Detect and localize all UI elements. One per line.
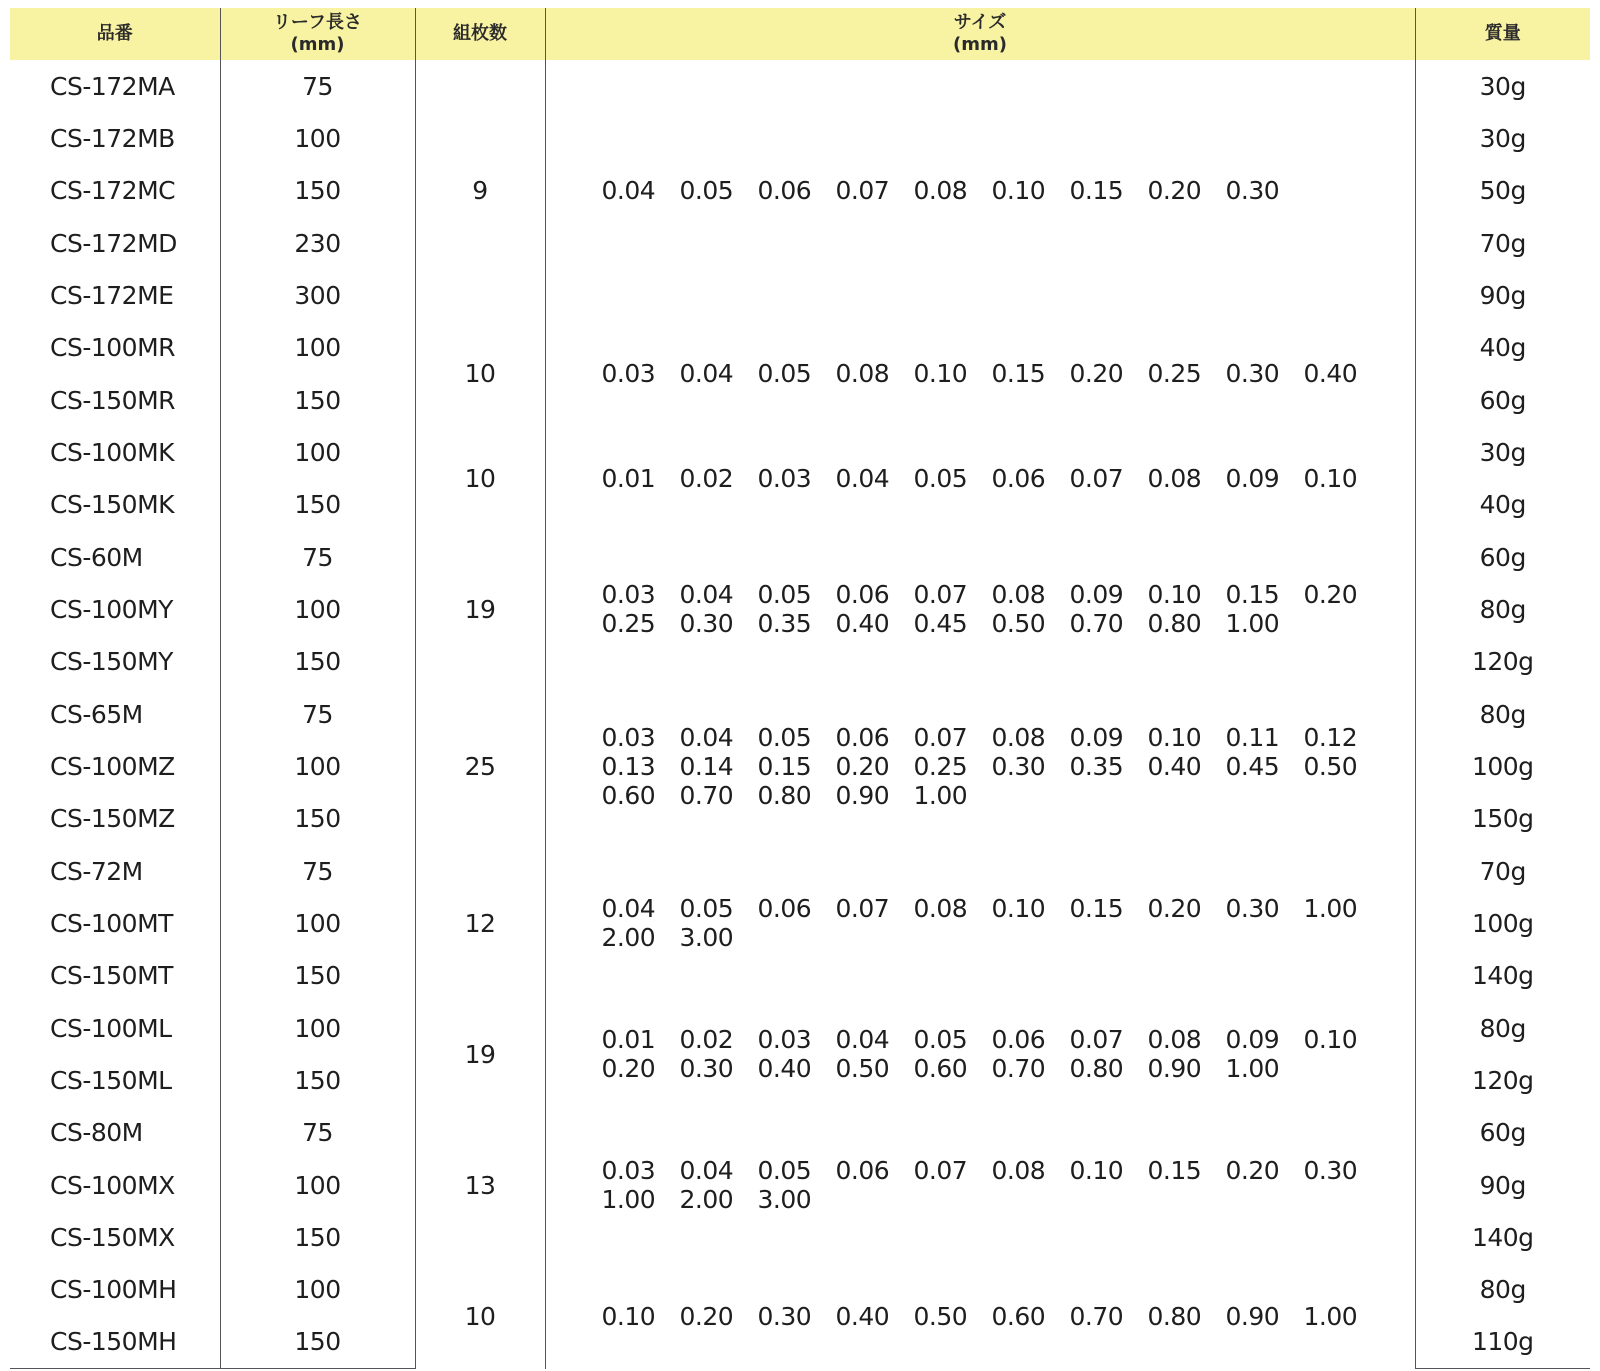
leaf-count: 9 — [415, 60, 545, 322]
weight: 120g — [1415, 636, 1590, 688]
leaf-length: 100 — [220, 322, 415, 374]
size-value: 0.15 — [757, 751, 812, 781]
size-value: 0.15 — [1069, 894, 1124, 924]
size-value: 0.08 — [1147, 1025, 1202, 1055]
leaf-length: 75 — [220, 845, 415, 897]
header-leaf-length-unit: (mm) — [290, 34, 345, 55]
size-value: 0.30 — [757, 1301, 812, 1331]
size-value: 0.30 — [1225, 176, 1280, 206]
size-value: 0.50 — [835, 1054, 890, 1084]
leaf-count: 12 — [415, 845, 545, 1002]
size-value: 0.08 — [913, 176, 968, 206]
size-value: 0.10 — [991, 894, 1046, 924]
weight: 140g — [1415, 950, 1590, 1002]
size-value: 0.10 — [1069, 1156, 1124, 1186]
model-number: CS-60M — [10, 531, 220, 583]
size-value: 0.80 — [1147, 1301, 1202, 1331]
spec-table — [10, 8, 1590, 1369]
size-value: 0.05 — [913, 1025, 968, 1055]
size-value: 0.15 — [1225, 580, 1280, 610]
leaf-length: 150 — [220, 950, 415, 1002]
table-row — [10, 426, 1590, 478]
header-weight: 質量 — [1415, 8, 1590, 60]
size-value: 0.90 — [1225, 1301, 1280, 1331]
size-list — [545, 322, 1415, 427]
leaf-length: 150 — [220, 636, 415, 688]
model-number: CS-100MX — [10, 1159, 220, 1211]
size-value: 0.01 — [601, 464, 656, 494]
leaf-count: 10 — [415, 1264, 545, 1369]
size-value: 0.10 — [913, 359, 968, 389]
size-value: 0.40 — [1147, 751, 1202, 781]
table-row — [10, 531, 1590, 583]
weight: 60g — [1415, 531, 1590, 583]
size-value: 0.20 — [1147, 176, 1202, 206]
size-line — [602, 1156, 1415, 1185]
size-value: 0.06 — [991, 464, 1046, 494]
weight: 80g — [1415, 1264, 1590, 1316]
size-value: 0.50 — [991, 609, 1046, 639]
size-value: 0.25 — [1147, 359, 1202, 389]
weight: 80g — [1415, 1002, 1590, 1054]
size-value: 0.10 — [1147, 722, 1202, 752]
leaf-length: 100 — [220, 1002, 415, 1054]
size-value: 0.01 — [601, 1025, 656, 1055]
size-value: 0.08 — [835, 359, 890, 389]
size-value: 0.20 — [835, 751, 890, 781]
size-value: 3.00 — [679, 923, 734, 953]
model-number: CS-172MB — [10, 112, 220, 164]
weight: 100g — [1415, 897, 1590, 949]
table-header — [10, 8, 1590, 60]
size-value: 0.06 — [757, 894, 812, 924]
weight: 50g — [1415, 165, 1590, 217]
size-value: 0.10 — [1147, 580, 1202, 610]
leaf-length: 100 — [220, 740, 415, 792]
leaf-length: 100 — [220, 583, 415, 635]
size-value: 0.11 — [1225, 722, 1280, 752]
size-value: 0.05 — [757, 722, 812, 752]
table-row — [10, 1107, 1590, 1159]
size-line — [602, 1185, 1415, 1214]
leaf-count: 19 — [415, 1002, 545, 1107]
size-list — [545, 845, 1415, 1002]
leaf-length: 100 — [220, 112, 415, 164]
size-value: 1.00 — [1303, 1301, 1358, 1331]
leaf-length: 100 — [220, 1264, 415, 1316]
size-value: 0.10 — [1303, 464, 1358, 494]
size-value: 0.04 — [679, 1156, 734, 1186]
size-value: 0.60 — [913, 1054, 968, 1084]
size-value: 0.10 — [991, 176, 1046, 206]
size-value: 0.45 — [913, 609, 968, 639]
size-value: 0.02 — [679, 1025, 734, 1055]
size-value: 0.07 — [835, 176, 890, 206]
leaf-length: 150 — [220, 479, 415, 531]
weight: 70g — [1415, 845, 1590, 897]
size-value: 0.20 — [1303, 580, 1358, 610]
size-list — [545, 1264, 1415, 1369]
model-number: CS-150MH — [10, 1316, 220, 1369]
size-value: 0.80 — [757, 780, 812, 810]
size-value: 0.70 — [1069, 609, 1124, 639]
model-number: CS-100MY — [10, 583, 220, 635]
size-value: 0.08 — [991, 722, 1046, 752]
size-value: 0.12 — [1303, 722, 1358, 752]
size-value: 0.50 — [913, 1301, 968, 1331]
leaf-length: 150 — [220, 793, 415, 845]
weight: 140g — [1415, 1211, 1590, 1263]
size-list — [545, 531, 1415, 688]
model-number: CS-150MX — [10, 1211, 220, 1263]
size-value: 0.04 — [601, 176, 656, 206]
model-number: CS-72M — [10, 845, 220, 897]
size-value: 0.40 — [757, 1054, 812, 1084]
size-value: 0.04 — [601, 894, 656, 924]
leaf-length: 75 — [220, 531, 415, 583]
size-value: 0.20 — [601, 1054, 656, 1084]
weight: 150g — [1415, 793, 1590, 845]
size-value: 0.07 — [835, 894, 890, 924]
model-number: CS-150MY — [10, 636, 220, 688]
size-value: 0.14 — [679, 751, 734, 781]
model-number: CS-80M — [10, 1107, 220, 1159]
weight: 30g — [1415, 112, 1590, 164]
size-value: 0.07 — [913, 1156, 968, 1186]
size-value: 0.03 — [601, 359, 656, 389]
size-value: 0.08 — [991, 1156, 1046, 1186]
size-value: 2.00 — [679, 1185, 734, 1215]
size-value: 0.70 — [679, 780, 734, 810]
table-row — [10, 1002, 1590, 1054]
size-line — [602, 894, 1415, 923]
size-list — [545, 1002, 1415, 1107]
size-value: 0.70 — [991, 1054, 1046, 1084]
model-number: CS-100MZ — [10, 740, 220, 792]
weight: 30g — [1415, 426, 1590, 478]
size-list — [545, 426, 1415, 531]
size-line — [602, 923, 1415, 952]
weight: 30g — [1415, 60, 1590, 112]
model-number: CS-100ML — [10, 1002, 220, 1054]
header-count: 組枚数 — [415, 8, 545, 60]
model-number: CS-172MC — [10, 165, 220, 217]
size-value: 0.90 — [835, 780, 890, 810]
header-model: 品番 — [10, 8, 220, 60]
size-line — [602, 1302, 1415, 1331]
size-line — [602, 359, 1415, 388]
model-number: CS-100MT — [10, 897, 220, 949]
size-value: 1.00 — [601, 1185, 656, 1215]
weight: 70g — [1415, 217, 1590, 269]
size-value: 0.04 — [835, 464, 890, 494]
leaf-length: 150 — [220, 1211, 415, 1263]
leaf-length: 150 — [220, 1054, 415, 1106]
size-value: 0.03 — [757, 1025, 812, 1055]
size-value: 0.45 — [1225, 751, 1280, 781]
table-row — [10, 688, 1590, 740]
size-value: 0.30 — [1303, 1156, 1358, 1186]
size-value: 0.09 — [1069, 722, 1124, 752]
model-number: CS-150MR — [10, 374, 220, 426]
size-value: 0.60 — [601, 780, 656, 810]
size-value: 0.04 — [679, 359, 734, 389]
size-value: 0.06 — [835, 580, 890, 610]
size-value: 0.30 — [1225, 359, 1280, 389]
leaf-count: 13 — [415, 1107, 545, 1264]
weight: 60g — [1415, 374, 1590, 426]
model-number: CS-65M — [10, 688, 220, 740]
header-sizes — [545, 8, 1415, 60]
leaf-length: 75 — [220, 60, 415, 112]
size-line — [602, 609, 1415, 638]
model-number: CS-100MK — [10, 426, 220, 478]
size-value: 0.08 — [1147, 464, 1202, 494]
header-sizes-unit: (mm) — [953, 34, 1007, 55]
size-value: 0.07 — [1069, 1025, 1124, 1055]
table-row — [10, 845, 1590, 897]
size-value: 0.04 — [835, 1025, 890, 1055]
size-value: 0.05 — [757, 359, 812, 389]
size-value: 0.13 — [601, 751, 656, 781]
size-value: 0.08 — [913, 894, 968, 924]
weight: 60g — [1415, 1107, 1590, 1159]
size-value: 0.03 — [601, 722, 656, 752]
size-value: 0.20 — [1225, 1156, 1280, 1186]
size-value: 0.30 — [1225, 894, 1280, 924]
size-value: 0.20 — [679, 1301, 734, 1331]
size-value: 0.03 — [601, 1156, 656, 1186]
leaf-length: 75 — [220, 688, 415, 740]
leaf-count: 19 — [415, 531, 545, 688]
weight: 90g — [1415, 1159, 1590, 1211]
model-number: CS-172MD — [10, 217, 220, 269]
size-value: 0.02 — [679, 464, 734, 494]
size-value: 1.00 — [1303, 894, 1358, 924]
leaf-length: 100 — [220, 897, 415, 949]
size-value: 0.10 — [601, 1301, 656, 1331]
leaf-length: 150 — [220, 1316, 415, 1369]
size-value: 0.70 — [1069, 1301, 1124, 1331]
size-value: 0.15 — [1069, 176, 1124, 206]
size-value: 0.30 — [991, 751, 1046, 781]
size-value: 0.04 — [679, 580, 734, 610]
size-value: 0.06 — [835, 722, 890, 752]
size-value: 0.40 — [1303, 359, 1358, 389]
size-value: 0.60 — [991, 1301, 1046, 1331]
size-value: 3.00 — [757, 1185, 812, 1215]
leaf-count: 10 — [415, 426, 545, 531]
size-value: 0.09 — [1225, 464, 1280, 494]
size-value: 0.04 — [679, 722, 734, 752]
size-value: 0.20 — [1069, 359, 1124, 389]
size-value: 0.35 — [757, 609, 812, 639]
size-value: 0.25 — [913, 751, 968, 781]
leaf-length: 75 — [220, 1107, 415, 1159]
size-value: 0.40 — [835, 1301, 890, 1331]
size-value: 0.07 — [913, 580, 968, 610]
size-value: 0.05 — [913, 464, 968, 494]
size-value: 2.00 — [601, 923, 656, 953]
size-line — [602, 464, 1415, 493]
size-value: 0.25 — [601, 609, 656, 639]
table-row — [10, 60, 1590, 112]
leaf-length: 150 — [220, 165, 415, 217]
size-value: 0.15 — [991, 359, 1046, 389]
size-value: 0.05 — [679, 176, 734, 206]
leaf-length: 100 — [220, 1159, 415, 1211]
size-value: 0.05 — [757, 580, 812, 610]
leaf-length: 150 — [220, 374, 415, 426]
size-value: 0.06 — [757, 176, 812, 206]
model-number: CS-172ME — [10, 269, 220, 321]
leaf-length: 300 — [220, 269, 415, 321]
model-number: CS-100MH — [10, 1264, 220, 1316]
size-value: 0.80 — [1069, 1054, 1124, 1084]
size-value: 0.80 — [1147, 609, 1202, 639]
size-value: 0.05 — [757, 1156, 812, 1186]
size-value: 0.09 — [1225, 1025, 1280, 1055]
header-leaf-length — [220, 8, 415, 60]
size-value: 0.07 — [913, 722, 968, 752]
size-list — [545, 1107, 1415, 1264]
table-row — [10, 322, 1590, 374]
size-value: 0.40 — [835, 609, 890, 639]
size-value: 0.05 — [679, 894, 734, 924]
size-value: 0.03 — [601, 580, 656, 610]
size-line — [602, 781, 1415, 810]
size-value: 0.09 — [1069, 580, 1124, 610]
size-line — [602, 176, 1415, 205]
size-value: 0.30 — [679, 609, 734, 639]
leaf-length: 100 — [220, 426, 415, 478]
size-value: 0.06 — [835, 1156, 890, 1186]
weight: 80g — [1415, 688, 1590, 740]
size-line — [602, 580, 1415, 609]
size-value: 1.00 — [1225, 1054, 1280, 1084]
size-value: 0.20 — [1147, 894, 1202, 924]
header-leaf-length-label: リーフ長さ — [272, 12, 363, 33]
model-number: CS-172MA — [10, 60, 220, 112]
weight: 80g — [1415, 583, 1590, 635]
size-line — [602, 1054, 1415, 1083]
size-line — [602, 1025, 1415, 1054]
weight: 120g — [1415, 1054, 1590, 1106]
table-body — [10, 60, 1590, 1369]
model-number: CS-150MT — [10, 950, 220, 1002]
weight: 110g — [1415, 1316, 1590, 1369]
size-value: 0.35 — [1069, 751, 1124, 781]
model-number: CS-150ML — [10, 1054, 220, 1106]
size-value: 0.08 — [991, 580, 1046, 610]
weight: 40g — [1415, 322, 1590, 374]
size-list — [545, 60, 1415, 322]
weight: 90g — [1415, 269, 1590, 321]
weight: 100g — [1415, 740, 1590, 792]
leaf-length: 230 — [220, 217, 415, 269]
size-value: 1.00 — [913, 780, 968, 810]
size-list — [545, 688, 1415, 845]
size-value: 0.15 — [1147, 1156, 1202, 1186]
weight: 40g — [1415, 479, 1590, 531]
size-line — [602, 752, 1415, 781]
model-number: CS-100MR — [10, 322, 220, 374]
size-value: 0.30 — [679, 1054, 734, 1084]
model-number: CS-150MK — [10, 479, 220, 531]
model-number: CS-150MZ — [10, 793, 220, 845]
size-value: 0.50 — [1303, 751, 1358, 781]
size-line — [602, 723, 1415, 752]
size-value: 0.03 — [757, 464, 812, 494]
size-value: 0.90 — [1147, 1054, 1202, 1084]
size-value: 1.00 — [1225, 609, 1280, 639]
leaf-count: 25 — [415, 688, 545, 845]
size-value: 0.06 — [991, 1025, 1046, 1055]
header-sizes-label: サイズ — [953, 12, 1007, 33]
leaf-count: 10 — [415, 322, 545, 427]
table-row — [10, 1264, 1590, 1316]
size-value: 0.10 — [1303, 1025, 1358, 1055]
size-value: 0.07 — [1069, 464, 1124, 494]
